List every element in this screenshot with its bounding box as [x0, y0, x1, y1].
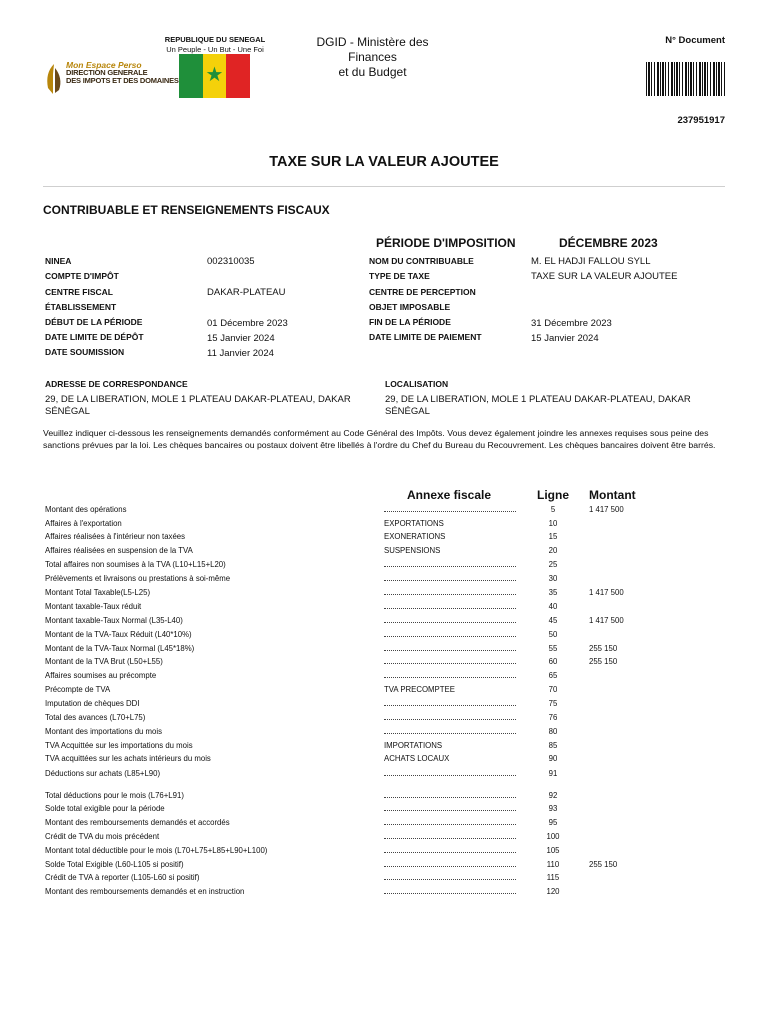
dotted-leader — [384, 810, 516, 811]
row-annexe: EXPORTATIONS — [384, 519, 444, 528]
dotted-leader — [384, 580, 516, 581]
row-amount: 1 417 500 — [589, 616, 624, 625]
row-label: Montant de la TVA-Taux Réduit (L40*10%) — [45, 630, 192, 639]
table-row — [0, 588, 768, 602]
dotted-leader — [384, 719, 516, 720]
ministry-line-1: DGID - Ministère des — [316, 35, 429, 49]
section-title: CONTRIBUABLE ET RENSEIGNEMENTS FISCAUX — [43, 203, 330, 217]
dotted-leader — [384, 852, 516, 853]
ministry-line-3: et du Budget — [338, 65, 407, 79]
row-line-number: 40 — [548, 602, 558, 611]
row-line-number: 70 — [548, 685, 558, 694]
table-row — [0, 754, 768, 768]
row-line-number: 90 — [548, 754, 558, 763]
table-row — [0, 741, 768, 755]
dotted-leader — [384, 824, 516, 825]
dotted-leader — [384, 511, 516, 512]
table-row — [0, 860, 768, 874]
dotted-leader — [384, 879, 516, 880]
dotted-leader — [384, 775, 516, 776]
payment-deadline-label: DATE LIMITE DE PAIEMENT — [369, 332, 482, 342]
row-label: Montant des remboursements demandés et accordés — [45, 818, 230, 827]
row-label: Montant des opérations — [45, 505, 127, 514]
ministry-line-2: Finances — [348, 50, 397, 64]
row-amount: 255 150 — [589, 657, 618, 666]
row-amount: 255 150 — [589, 644, 618, 653]
row-label: Crédit de TVA à reporter (L105-L60 si positif) — [45, 873, 200, 882]
table-row — [0, 846, 768, 860]
logo-line-1: Mon Espace Perso — [66, 60, 142, 70]
dotted-leader — [384, 608, 516, 609]
dgid-logo — [66, 61, 179, 85]
row-amount: 1 417 500 — [589, 505, 624, 514]
table-row — [0, 616, 768, 630]
row-line-number: 95 — [548, 818, 558, 827]
table-row — [0, 791, 768, 805]
row-label: TVA Acquittée sur les importations du mois — [45, 741, 193, 750]
filing-deadline-value: 15 Janvier 2024 — [207, 333, 275, 344]
row-line-number: 55 — [548, 644, 558, 653]
dotted-leader — [384, 566, 516, 567]
row-label: Total déductions pour le mois (L76+L91) — [45, 791, 184, 800]
row-label: Crédit de TVA du mois précédent — [45, 832, 160, 841]
submission-date-label: DATE SOUMISSION — [45, 347, 125, 357]
row-line-number: 20 — [548, 546, 558, 555]
table-row — [0, 644, 768, 658]
dotted-leader — [384, 705, 516, 706]
row-line-number: 85 — [548, 741, 558, 750]
row-annexe: EXONERATIONS — [384, 532, 446, 541]
row-label: Solde Total Exigible (L60-L105 si positif) — [45, 860, 184, 869]
location-value: 29, DE LA LIBERATION, MOLE 1 PLATEAU DAKAR-PLATEAU, DAKAR SÉNÉGAL — [385, 394, 691, 417]
row-label: Solde total exigible pour la période — [45, 804, 165, 813]
table-row — [0, 769, 768, 783]
senegal-flag-icon — [179, 54, 250, 98]
dgid-logo-icon — [44, 62, 64, 96]
row-line-number: 15 — [548, 532, 558, 541]
logo-line-3: DES IMPOTS ET DES DOMAINES — [66, 76, 179, 85]
table-row — [0, 832, 768, 846]
payment-deadline-value: 15 Janvier 2024 — [531, 333, 599, 344]
row-line-number: 75 — [548, 699, 558, 708]
table-row — [0, 818, 768, 832]
table-row — [0, 699, 768, 713]
row-line-number: 80 — [548, 727, 558, 736]
table-row — [0, 505, 768, 519]
taxpayer-name-value: M. EL HADJI FALLOU SYLL — [531, 256, 651, 267]
row-line-number: 92 — [548, 791, 558, 800]
row-annexe: IMPORTATIONS — [384, 741, 443, 750]
document-number: 237951917 — [677, 115, 725, 126]
dotted-leader — [384, 622, 516, 623]
table-row — [0, 804, 768, 818]
dotted-leader — [384, 893, 516, 894]
period-end-label: FIN DE LA PÉRIODE — [369, 317, 451, 327]
dotted-leader — [384, 663, 516, 664]
row-annexe: ACHATS LOCAUX — [384, 754, 450, 763]
row-annexe: TVA PRECOMPTEE — [384, 685, 455, 694]
row-line-number: 120 — [546, 887, 560, 896]
table-row — [0, 560, 768, 574]
table-row — [0, 713, 768, 727]
row-label: TVA acquittées sur les achats intérieurs du mois — [45, 754, 211, 763]
table-row — [0, 519, 768, 533]
submission-date-value: 11 Janvier 2024 — [207, 348, 274, 359]
row-amount: 255 150 — [589, 860, 618, 869]
dotted-leader — [384, 650, 516, 651]
table-row — [0, 887, 768, 901]
dotted-leader — [384, 797, 516, 798]
ninea-label: NINEA — [45, 256, 72, 266]
row-label: Prélèvements et livraisons ou prestations à soi-même — [45, 574, 231, 583]
table-row — [0, 685, 768, 699]
row-line-number: 65 — [548, 671, 558, 680]
ministry-block — [300, 35, 445, 80]
row-label: Montant des remboursements demandés et en instruction — [45, 887, 245, 896]
row-label: Total des avances (L70+L75) — [45, 713, 146, 722]
row-line-number: 91 — [548, 769, 558, 778]
table-row — [0, 602, 768, 616]
location-label: LOCALISATION — [385, 379, 449, 389]
republic-title: REPUBLIQUE DU SENEGAL — [164, 35, 266, 44]
row-line-number: 60 — [548, 657, 558, 666]
row-line-number: 45 — [548, 616, 558, 625]
dotted-leader — [384, 594, 516, 595]
dotted-leader — [384, 733, 516, 734]
row-label: Déductions sur achats (L85+L90) — [45, 769, 161, 778]
document-number-label: N° Document — [665, 35, 725, 46]
row-label: Montant de la TVA-Taux Normal (L45*18%) — [45, 644, 195, 653]
column-header-ligne: Ligne — [537, 488, 569, 502]
row-line-number: 100 — [546, 832, 560, 841]
table-row — [0, 873, 768, 887]
row-line-number: 30 — [548, 574, 558, 583]
period-end-value: 31 Décembre 2023 — [531, 318, 612, 329]
star-icon: ★ — [205, 64, 224, 86]
dotted-leader — [384, 677, 516, 678]
row-line-number: 76 — [548, 713, 558, 722]
row-line-number: 25 — [548, 560, 558, 569]
page-title: TAXE SUR LA VALEUR AJOUTEE — [269, 154, 499, 170]
row-amount: 1 417 500 — [589, 588, 624, 597]
row-label: Affaires réalisées en suspension de la TVA — [45, 546, 193, 555]
row-line-number: 10 — [548, 519, 558, 528]
row-label: Précompte de TVA — [45, 685, 111, 694]
period-label: PÉRIODE D'IMPOSITION — [376, 236, 516, 250]
row-label: Montant de la TVA Brut (L50+L55) — [45, 657, 163, 666]
table-row — [0, 630, 768, 644]
collection-center-label: CENTRE DE PERCEPTION — [369, 287, 476, 297]
instructions-note: Veuillez indiquer ci-dessous les renseignements demandés conformément au Code Général des Impôts. Vous devez également joindre les annexes requises sous peine des sanctions prévues par la loi. Les chèques bancaires ou postaux doivent être libellés à l'ordre du Chef du Bureau du Recouvrement. Les chèques bancaires doivent être barrés. — [43, 428, 716, 450]
table-row — [0, 657, 768, 671]
filing-deadline-label: DATE LIMITE DE DÉPÔT — [45, 332, 144, 342]
divider — [43, 186, 725, 187]
dotted-leader — [384, 866, 516, 867]
row-label: Montant total déductible pour le mois (L70+L75+L85+L90+L100) — [45, 846, 268, 855]
row-line-number: 115 — [546, 873, 560, 882]
dotted-leader — [384, 636, 516, 637]
barcode-icon — [646, 62, 725, 96]
tax-account-label: COMPTE D'IMPÔT — [45, 271, 119, 281]
republic-motto: Un Peuple - Un But - Une Foi — [166, 45, 264, 54]
column-header-annexe: Annexe fiscale — [407, 488, 492, 502]
table-row — [0, 532, 768, 546]
column-header-montant: Montant — [589, 488, 636, 502]
row-label: Montant des importations du mois — [45, 727, 163, 736]
row-line-number: 5 — [550, 505, 556, 514]
period-start-value: 01 Décembre 2023 — [207, 318, 288, 329]
address-value: 29, DE LA LIBERATION, MOLE 1 PLATEAU DAKAR-PLATEAU, DAKAR SÉNÉGAL — [45, 394, 351, 417]
row-line-number: 35 — [548, 588, 558, 597]
dotted-leader — [384, 838, 516, 839]
tax-center-value: DAKAR-PLATEAU — [207, 287, 286, 298]
row-label: Montant Total Taxable(L5-L25) — [45, 588, 151, 597]
row-label: Imputation de chèques DDI — [45, 699, 140, 708]
table-row — [0, 546, 768, 560]
tax-center-label: CENTRE FISCAL — [45, 287, 113, 297]
row-label: Montant taxable-Taux Normal (L35-L40) — [45, 616, 183, 625]
row-line-number: 50 — [548, 630, 558, 639]
tax-type-value: TAXE SUR LA VALEUR AJOUTEE — [531, 271, 678, 282]
ninea-value: 002310035 — [207, 256, 255, 267]
taxpayer-name-label: NOM DU CONTRIBUABLE — [369, 256, 474, 266]
period-start-label: DÉBUT DE LA PÉRIODE — [45, 317, 143, 327]
table-row — [0, 671, 768, 685]
row-line-number: 93 — [548, 804, 558, 813]
row-label: Affaires réalisées à l'intérieur non taxées — [45, 532, 186, 541]
row-label: Affaires à l'exportation — [45, 519, 122, 528]
row-line-number: 110 — [546, 860, 560, 869]
address-label: ADRESSE DE CORRESPONDANCE — [45, 379, 188, 389]
row-label: Total affaires non soumises à la TVA (L10+L15+L20) — [45, 560, 226, 569]
row-annexe: SUSPENSIONS — [384, 546, 441, 555]
table-row — [0, 727, 768, 741]
logo-line-2: DIRECTION GENERALE — [66, 68, 148, 77]
establishment-label: ÉTABLISSEMENT — [45, 302, 117, 312]
tax-type-label: TYPE DE TAXE — [369, 271, 430, 281]
row-line-number: 105 — [546, 846, 560, 855]
period-value: DÉCEMBRE 2023 — [559, 236, 658, 250]
row-label: Affaires soumises au précompte — [45, 671, 157, 680]
taxable-object-label: OBJET IMPOSABLE — [369, 302, 451, 312]
row-label: Montant taxable-Taux réduit — [45, 602, 142, 611]
table-row — [0, 574, 768, 588]
